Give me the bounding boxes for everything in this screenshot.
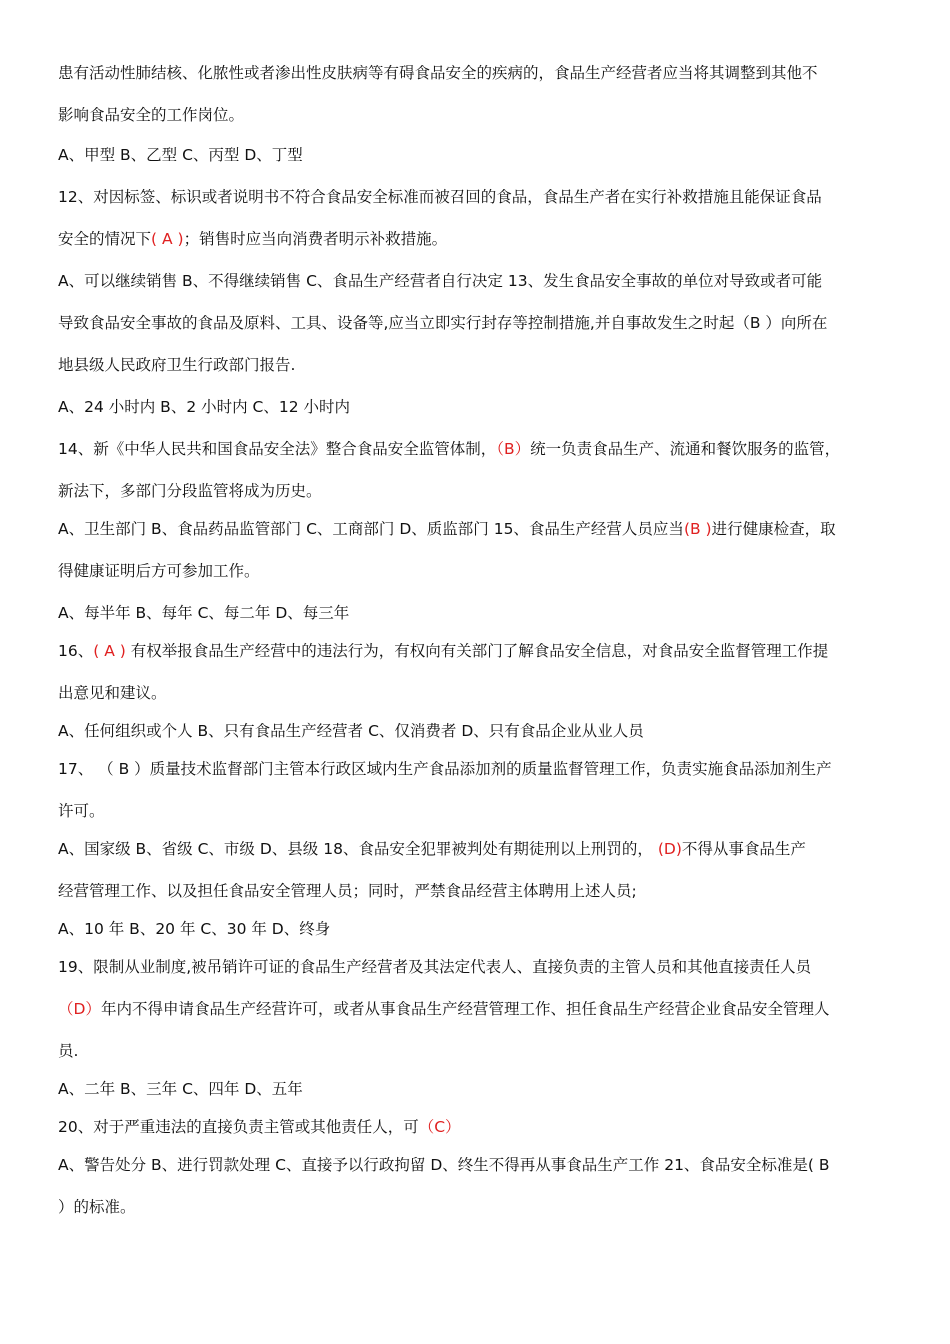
text-line	[58, 881, 910, 901]
line-text: 统一负责食品生产、流通和餐饮服务的监管，	[530, 440, 841, 458]
text-line	[58, 397, 910, 417]
line-text: 进行健康检查，取	[711, 520, 836, 538]
text-line	[58, 839, 910, 859]
answer-marker: ( A )	[93, 642, 126, 660]
text-line	[58, 1117, 910, 1137]
line-text: A、二年 B、三年 C、四年 D、五年	[58, 1080, 303, 1098]
text-line	[58, 721, 910, 741]
line-text: 安全的情况下	[58, 230, 152, 248]
text-line	[58, 919, 910, 939]
line-text: 员.	[58, 1042, 79, 1060]
line-text: 19、限制从业制度,被吊销许可证的食品生产经营者及其法定代表人、直接负责的主管人员和其他直接责任人员	[58, 958, 812, 976]
text-line	[58, 271, 910, 291]
line-text: 17、 （ B ）质量技术监督部门主管本行政区域内生产食品添加剂的质量监督管理工作，负责实施食品添加剂生产	[58, 760, 832, 778]
answer-marker: （B）	[496, 440, 531, 458]
answer-marker: (B )	[683, 520, 712, 538]
text-line	[58, 999, 910, 1019]
line-text: 新法下，多部门分段监管将成为历史。	[58, 482, 322, 500]
answer-marker: (D)	[657, 840, 682, 858]
text-line	[58, 561, 910, 581]
line-text: 不得从事食品生产	[681, 840, 806, 858]
text-line	[58, 801, 910, 821]
line-text: A、甲型 B、乙型 C、丙型 D、丁型	[58, 146, 303, 164]
line-text: A、国家级 B、省级 C、市级 D、县级 18、食品安全犯罪被判处有期徒刑以上刑罚的，	[58, 840, 658, 858]
text-line	[58, 519, 910, 539]
line-text: A、24 小时内 B、2 小时内 C、12 小时内	[58, 398, 351, 416]
answer-marker: （D）	[58, 1000, 101, 1018]
line-text: ）的标准。	[58, 1198, 136, 1216]
line-text: ；销售时应当向消费者明示补救措施。	[183, 230, 448, 248]
text-line	[58, 63, 910, 83]
text-line	[58, 759, 910, 779]
text-line	[58, 1155, 910, 1175]
text-line	[58, 187, 910, 207]
text-line	[58, 481, 910, 501]
line-text: A、每半年 B、每年 C、每二年 D、每三年	[58, 604, 350, 622]
line-text: A、警告处分 B、进行罚款处理 C、直接予以行政拘留 D、终生不得再从事食品生产工作 21、食品安全标准是( B	[58, 1156, 830, 1174]
text-line	[58, 603, 910, 623]
line-text: A、10 年 B、20 年 C、30 年 D、终身	[58, 920, 331, 938]
text-line	[58, 355, 910, 375]
line-text: 导致食品安全事故的食品及原料、工具、设备等,应当立即实行封存等控制措施,并自事故发生之时起（B ）向所在	[58, 314, 828, 332]
text-line	[58, 229, 910, 249]
text-line	[58, 1041, 910, 1061]
line-text: 12、对因标签、标识或者说明书不符合食品安全标准而被召回的食品，食品生产者在实行补救措施且能保证食品	[58, 188, 822, 206]
text-line	[58, 1079, 910, 1099]
line-text: 许可。	[58, 802, 105, 820]
text-line	[58, 145, 910, 165]
line-text: 影响食品安全的工作岗位。	[58, 106, 245, 124]
line-text: 年内不得申请食品生产经营许可，或者从事食品生产经营管理工作、担任食品生产经营企业食品安全管理人	[100, 1000, 830, 1018]
line-text: 地县级人民政府卫生行政部门报告.	[58, 356, 296, 374]
text-line	[58, 439, 910, 459]
text-line	[58, 641, 910, 661]
text-line	[58, 957, 910, 977]
line-text: A、任何组织或个人 B、只有食品生产经营者 C、仅消费者 D、只有食品企业从业人员	[58, 722, 644, 740]
text-line	[58, 313, 910, 333]
line-text: 20、对于严重违法的直接负责主管或其他责任人，可	[58, 1118, 419, 1136]
answer-marker: （C）	[418, 1118, 461, 1136]
line-text: 16、	[58, 642, 94, 660]
line-text: 14、新《中华人民共和国食品安全法》整合食品安全监管体制，	[58, 440, 497, 458]
line-text: 有权举报食品生产经营中的违法行为，有权向有关部门了解食品安全信息，对食品安全监督管理工作提	[125, 642, 829, 660]
text-line	[58, 1197, 910, 1217]
line-text: 患有活动性肺结核、化脓性或者渗出性皮肤病等有碍食品安全的疾病的，食品生产经营者应当将其调整到其他不	[58, 64, 818, 82]
line-text: 得健康证明后方可参加工作。	[58, 562, 260, 580]
text-line	[58, 105, 910, 125]
line-text: A、可以继续销售 B、不得继续销售 C、食品生产经营者自行决定 13、发生食品安全事故的单位对导致或者可能	[58, 272, 823, 290]
line-text: 经营管理工作、以及担任食品安全管理人员；同时，严禁食品经营主体聘用上述人员;	[58, 882, 637, 900]
text-line	[58, 683, 910, 703]
line-text: A、卫生部门 B、食品药品监管部门 C、工商部门 D、质监部门 15、食品生产经营人员应当	[58, 520, 684, 538]
answer-marker: ( A )	[151, 230, 184, 248]
line-text: 出意见和建议。	[58, 684, 167, 702]
